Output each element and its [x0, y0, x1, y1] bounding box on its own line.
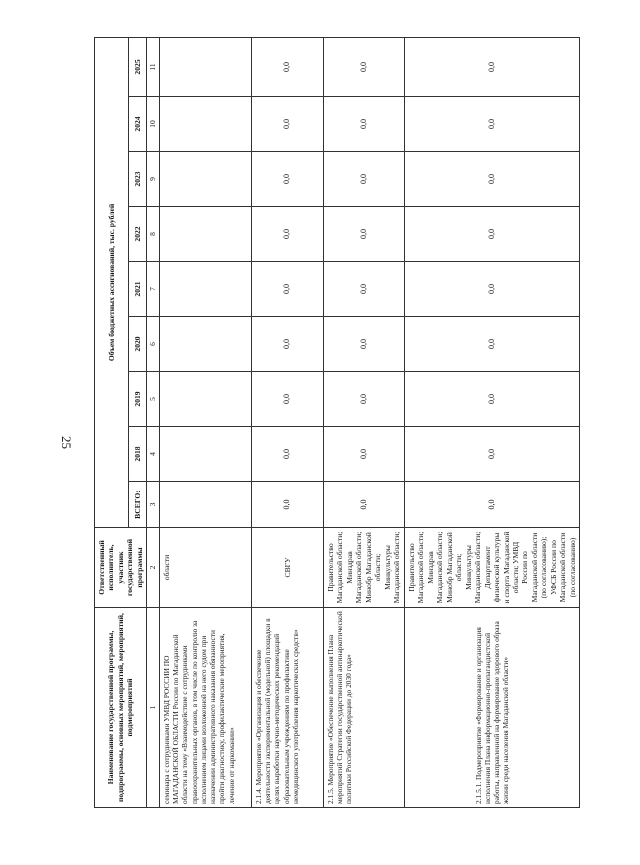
- header-executor: Ответственный исполнитель, участник государственной программы: [95, 528, 147, 608]
- row-value: 0,0: [323, 482, 404, 528]
- header-total: ВСЕГО:: [129, 482, 147, 528]
- header-year: 2019: [129, 372, 147, 427]
- row-executor: Правительство Магаданской области; Минздрав Магаданской области; Минобр Магаданской области; Минкультуры Магаданской области; Департамент физической культуры и спорта Магаданской области; УМВД России по Магаданской области (по согласованию); УФСБ России по Магаданской области (по согласованию): [404, 528, 580, 608]
- column-number: 8: [147, 207, 159, 262]
- rotated-table-container: [94, 38, 640, 808]
- row-value: 0,0: [404, 37, 580, 96]
- column-number: 5: [147, 372, 159, 427]
- row-value: 0,0: [404, 482, 580, 528]
- row-value: 0,0: [323, 152, 404, 207]
- header-budget: Объем бюджетных ассигнований, тыс. рублей: [95, 37, 129, 527]
- row-value: 0,0: [323, 427, 404, 482]
- row-executor: Правительство Магаданской области; Минздрав Магаданской области; Минобр Магаданской области; Минкультуры Магаданской области;: [323, 528, 404, 608]
- column-number: 6: [147, 317, 159, 372]
- row-value: [159, 262, 251, 317]
- row-value: [159, 317, 251, 372]
- column-number: 10: [147, 97, 159, 152]
- row-value: 0,0: [251, 37, 323, 96]
- table-row: [251, 37, 323, 807]
- column-number: 2: [147, 528, 159, 608]
- row-value: 0,0: [404, 427, 580, 482]
- row-value: 0,0: [323, 262, 404, 317]
- row-value: [159, 37, 251, 96]
- budget-table: [94, 37, 580, 808]
- row-value: 0,0: [251, 317, 323, 372]
- row-value: 0,0: [251, 262, 323, 317]
- row-value: 0,0: [251, 427, 323, 482]
- header-name: Наименование государственной программы, подпрограммы, основных мероприятий, мероприятий, подмероприятий: [95, 608, 147, 808]
- row-name: 2.1.5. Мероприятие «Обеспечение выполнения Плана мероприятий Стратегии государственной антинаркотической политики Российской Федерации до 2030 года»: [323, 608, 404, 808]
- column-number: 3: [147, 482, 159, 528]
- row-value: 0,0: [251, 152, 323, 207]
- row-value: [159, 207, 251, 262]
- row-value: 0,0: [323, 317, 404, 372]
- row-value: 0,0: [404, 317, 580, 372]
- table-row: [323, 37, 404, 807]
- page-number: 25: [59, 436, 74, 449]
- column-number: 7: [147, 262, 159, 317]
- header-year: 2023: [129, 152, 147, 207]
- header-year: 2020: [129, 317, 147, 372]
- row-value: 0,0: [404, 262, 580, 317]
- row-executor: области: [159, 528, 251, 608]
- row-value: [159, 482, 251, 528]
- row-value: 0,0: [323, 37, 404, 96]
- row-value: [159, 427, 251, 482]
- row-value: 0,0: [251, 97, 323, 152]
- row-value: [159, 152, 251, 207]
- row-name: семинара с сотрудниками УМВД РОССИИ ПО МАГАДАНСКОЙ ОБЛАСТИ России по Магаданской области на тему «Взаимодействие с сотрудниками правоохранительных органов, в том числе по контролю за исполнением лицами возложенной на него судом при назначении административного наказания обязанности пройти диагностику, профилактические мероприятия, лечение от наркомании»: [159, 608, 251, 808]
- row-value: 0,0: [323, 372, 404, 427]
- header-year: 2021: [129, 262, 147, 317]
- row-value: [159, 97, 251, 152]
- row-value: 0,0: [404, 207, 580, 262]
- row-value: 0,0: [404, 372, 580, 427]
- row-value: 0,0: [404, 152, 580, 207]
- row-value: 0,0: [251, 482, 323, 528]
- column-number: 1: [147, 608, 159, 808]
- row-value: [159, 372, 251, 427]
- row-name: 2.1.4. Мероприятие «Организация и обеспечение деятельности экспериментальной (модельной) площадки в целях выработки научно-методических рекомендаций образовательным учреждениям по профилактике немедицинского употребления наркотических средств»: [251, 608, 323, 808]
- row-executor: СВГУ: [251, 528, 323, 608]
- row-name: 2.1.5.1. Подмероприятие «Формирование и организация исполнения Плана информационно-пропагандистской работы, направленной на формирование здорового образа жизни среди населения Магаданской области»: [404, 608, 580, 808]
- row-value: 0,0: [323, 97, 404, 152]
- table-row: [159, 37, 251, 807]
- row-value: 0,0: [323, 207, 404, 262]
- header-year: 2024: [129, 97, 147, 152]
- row-value: 0,0: [251, 372, 323, 427]
- row-value: 0,0: [251, 207, 323, 262]
- row-value: 0,0: [404, 97, 580, 152]
- header-year: 2022: [129, 207, 147, 262]
- table-row: [404, 37, 580, 807]
- column-number: 11: [147, 37, 159, 96]
- column-number: 4: [147, 427, 159, 482]
- header-year: 2018: [129, 427, 147, 482]
- column-number: 9: [147, 152, 159, 207]
- header-year: 2025: [129, 37, 147, 96]
